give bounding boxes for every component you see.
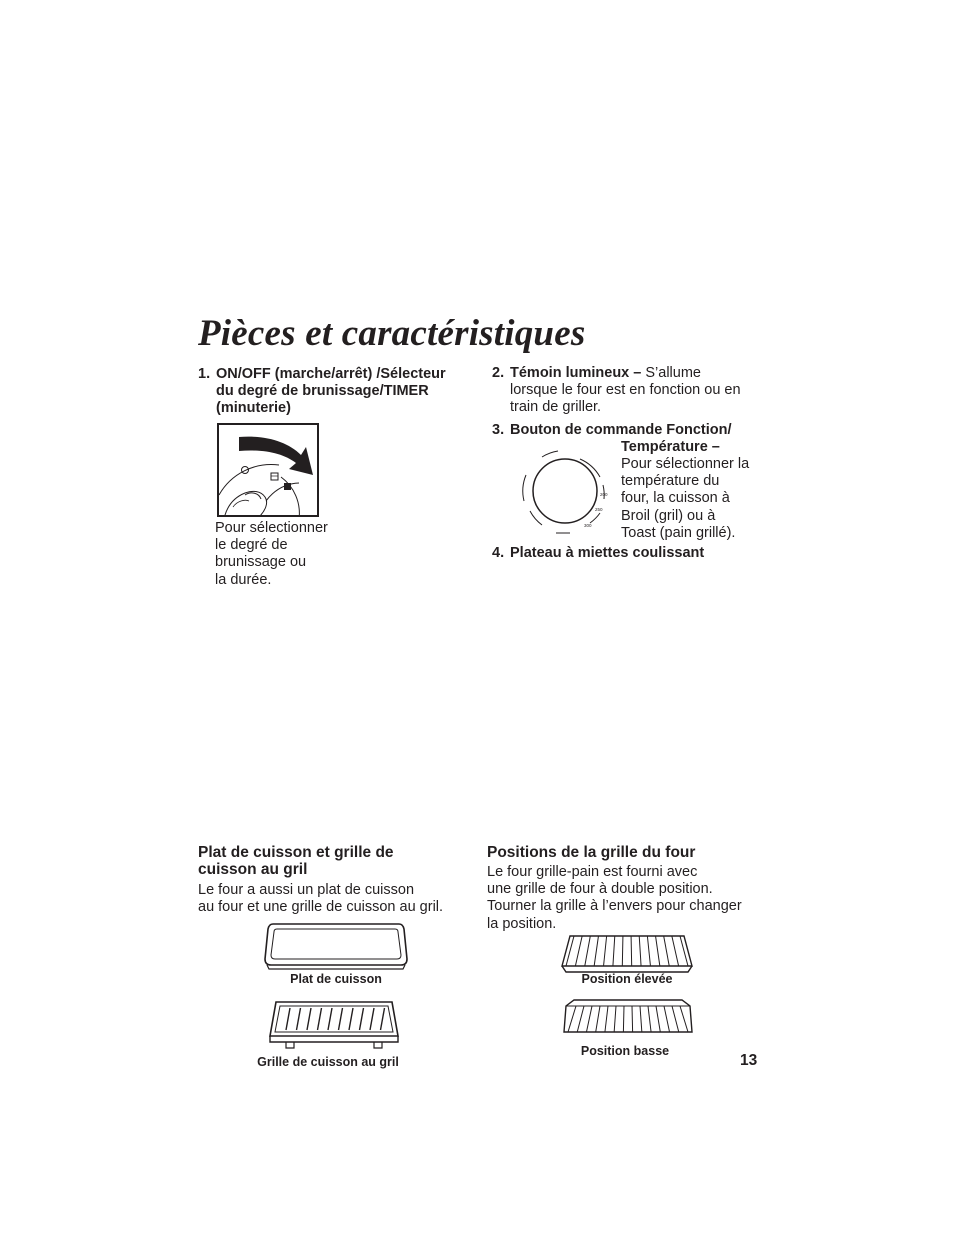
temperature-dial-illustration (520, 455, 616, 535)
item-1-number: 1. (198, 366, 211, 382)
rack-bar (664, 1006, 670, 1032)
section-left-text-line: Le four a aussi un plat de cuisson (198, 882, 415, 898)
rack-bar (656, 1006, 660, 1032)
item-4-heading: Plateau à miettes coulissant (510, 545, 705, 561)
item-3-desc-line: Broil (gril) ou à (621, 507, 716, 524)
caption-position-high: Position élevée (581, 972, 673, 986)
rack-bar (640, 1006, 642, 1032)
item-1-desc-line: brunissage ou (215, 554, 307, 571)
page-title: Pièces et caractéristiques (198, 313, 586, 354)
rack-bar (647, 936, 650, 966)
item-1-heading-line: ON/OFF (marche/arrêt) /Sélecteur (216, 366, 446, 382)
baking-pan-illustration (263, 921, 409, 971)
rack-bar (672, 1006, 679, 1032)
rack-bar (622, 936, 623, 966)
item-1-desc-line: le degré de (215, 537, 288, 554)
section-right-text-line: la position. (487, 915, 557, 932)
rack-bar (631, 936, 632, 966)
dial-label-200: 200 (600, 492, 608, 497)
item-2-desc-line: lorsque le four est en fonction ou en (510, 382, 741, 399)
item-1-heading-line: du degré de brunissage/TIMER (216, 383, 429, 400)
rack-bar (594, 936, 598, 966)
temperature-dial-drawing (520, 455, 616, 535)
baking-pan-drawing (263, 921, 409, 971)
item-1-heading-line: (minuterie) (216, 400, 291, 417)
rack-bar (604, 936, 607, 966)
page-number: 13 (740, 1052, 758, 1069)
item-2-number: 2. (492, 365, 505, 381)
timer-knob-drawing (219, 425, 319, 517)
section-right-text-line: Le four grille-pain est fourni avec (487, 864, 698, 880)
dial-label-250: 250 (595, 507, 603, 512)
item-3-desc-line: Toast (pain grillé). (621, 524, 736, 541)
rack-bar (680, 936, 688, 966)
item-3-heading-line: Bouton de commande Fonction/ (510, 422, 732, 438)
caption-position-low: Position basse (580, 1044, 670, 1058)
rack-bar (586, 1006, 592, 1032)
item-1-description (215, 520, 328, 589)
rack-bar (575, 936, 582, 966)
section-left-heading-line: Plat de cuisson et grille de (198, 844, 394, 861)
item-3-heading-line: Température – (621, 439, 720, 455)
oven-rack-low-illustration (560, 998, 696, 1040)
rack-bar (614, 1006, 616, 1032)
rack-bar (566, 936, 574, 966)
item-3-desc-line: Pour sélectionner la (621, 456, 750, 472)
oven-rack-high-drawing (558, 932, 696, 976)
section-right-text (487, 864, 742, 933)
section-left-text (198, 882, 443, 916)
rack-bar (577, 1006, 584, 1032)
broil-rack-drawing (266, 998, 402, 1050)
item-3-number: 3. (492, 422, 505, 438)
rack-bar (596, 1006, 600, 1032)
broil-rack-illustration (266, 998, 402, 1050)
item-1-desc-line: la durée. (215, 571, 272, 588)
section-left-heading-line: cuisson au gril (198, 860, 308, 878)
item-3-desc-line: température du (621, 473, 720, 490)
caption-baking-pan: Plat de cuisson (290, 972, 382, 986)
item-2-heading: Témoin lumineux – (510, 365, 642, 381)
item-4-number: 4. (492, 545, 505, 561)
rack-bar (680, 1006, 688, 1032)
timer-knob-illustration (217, 423, 319, 517)
item-1-desc-line: Pour sélectionner (215, 520, 328, 536)
rack-bar (656, 936, 660, 966)
rack-bar (623, 1006, 624, 1032)
section-right-text-line: une grille de four à double position. (487, 881, 713, 898)
oven-rack-low-drawing (560, 998, 696, 1040)
rack-bar (585, 936, 591, 966)
item-2-desc-line: S’allume (641, 365, 701, 381)
rack-bar (672, 936, 679, 966)
section-right-heading: Positions de la grille du four (487, 844, 696, 861)
oven-rack-high-illustration (558, 932, 696, 976)
section-right-text-line: Tourner la grille à l’envers pour changer (487, 898, 742, 915)
item-3-description (621, 456, 749, 542)
rack-bar (648, 1006, 651, 1032)
dial-label-300: 300 (584, 523, 592, 528)
rack-bar (632, 1006, 633, 1032)
item-3-desc-line: four, la cuisson à (621, 490, 730, 507)
rack-bar (639, 936, 641, 966)
rack-bar (568, 1006, 576, 1032)
rack-bar (605, 1006, 608, 1032)
section-left-heading (198, 845, 394, 878)
section-left-text-line: au four et une grille de cuisson au gril. (198, 899, 444, 916)
rack-bar (613, 936, 615, 966)
item-2-desc-line: train de griller. (510, 399, 602, 416)
rack-bar (664, 936, 670, 966)
caption-broil-rack: Grille de cuisson au gril (257, 1055, 399, 1069)
